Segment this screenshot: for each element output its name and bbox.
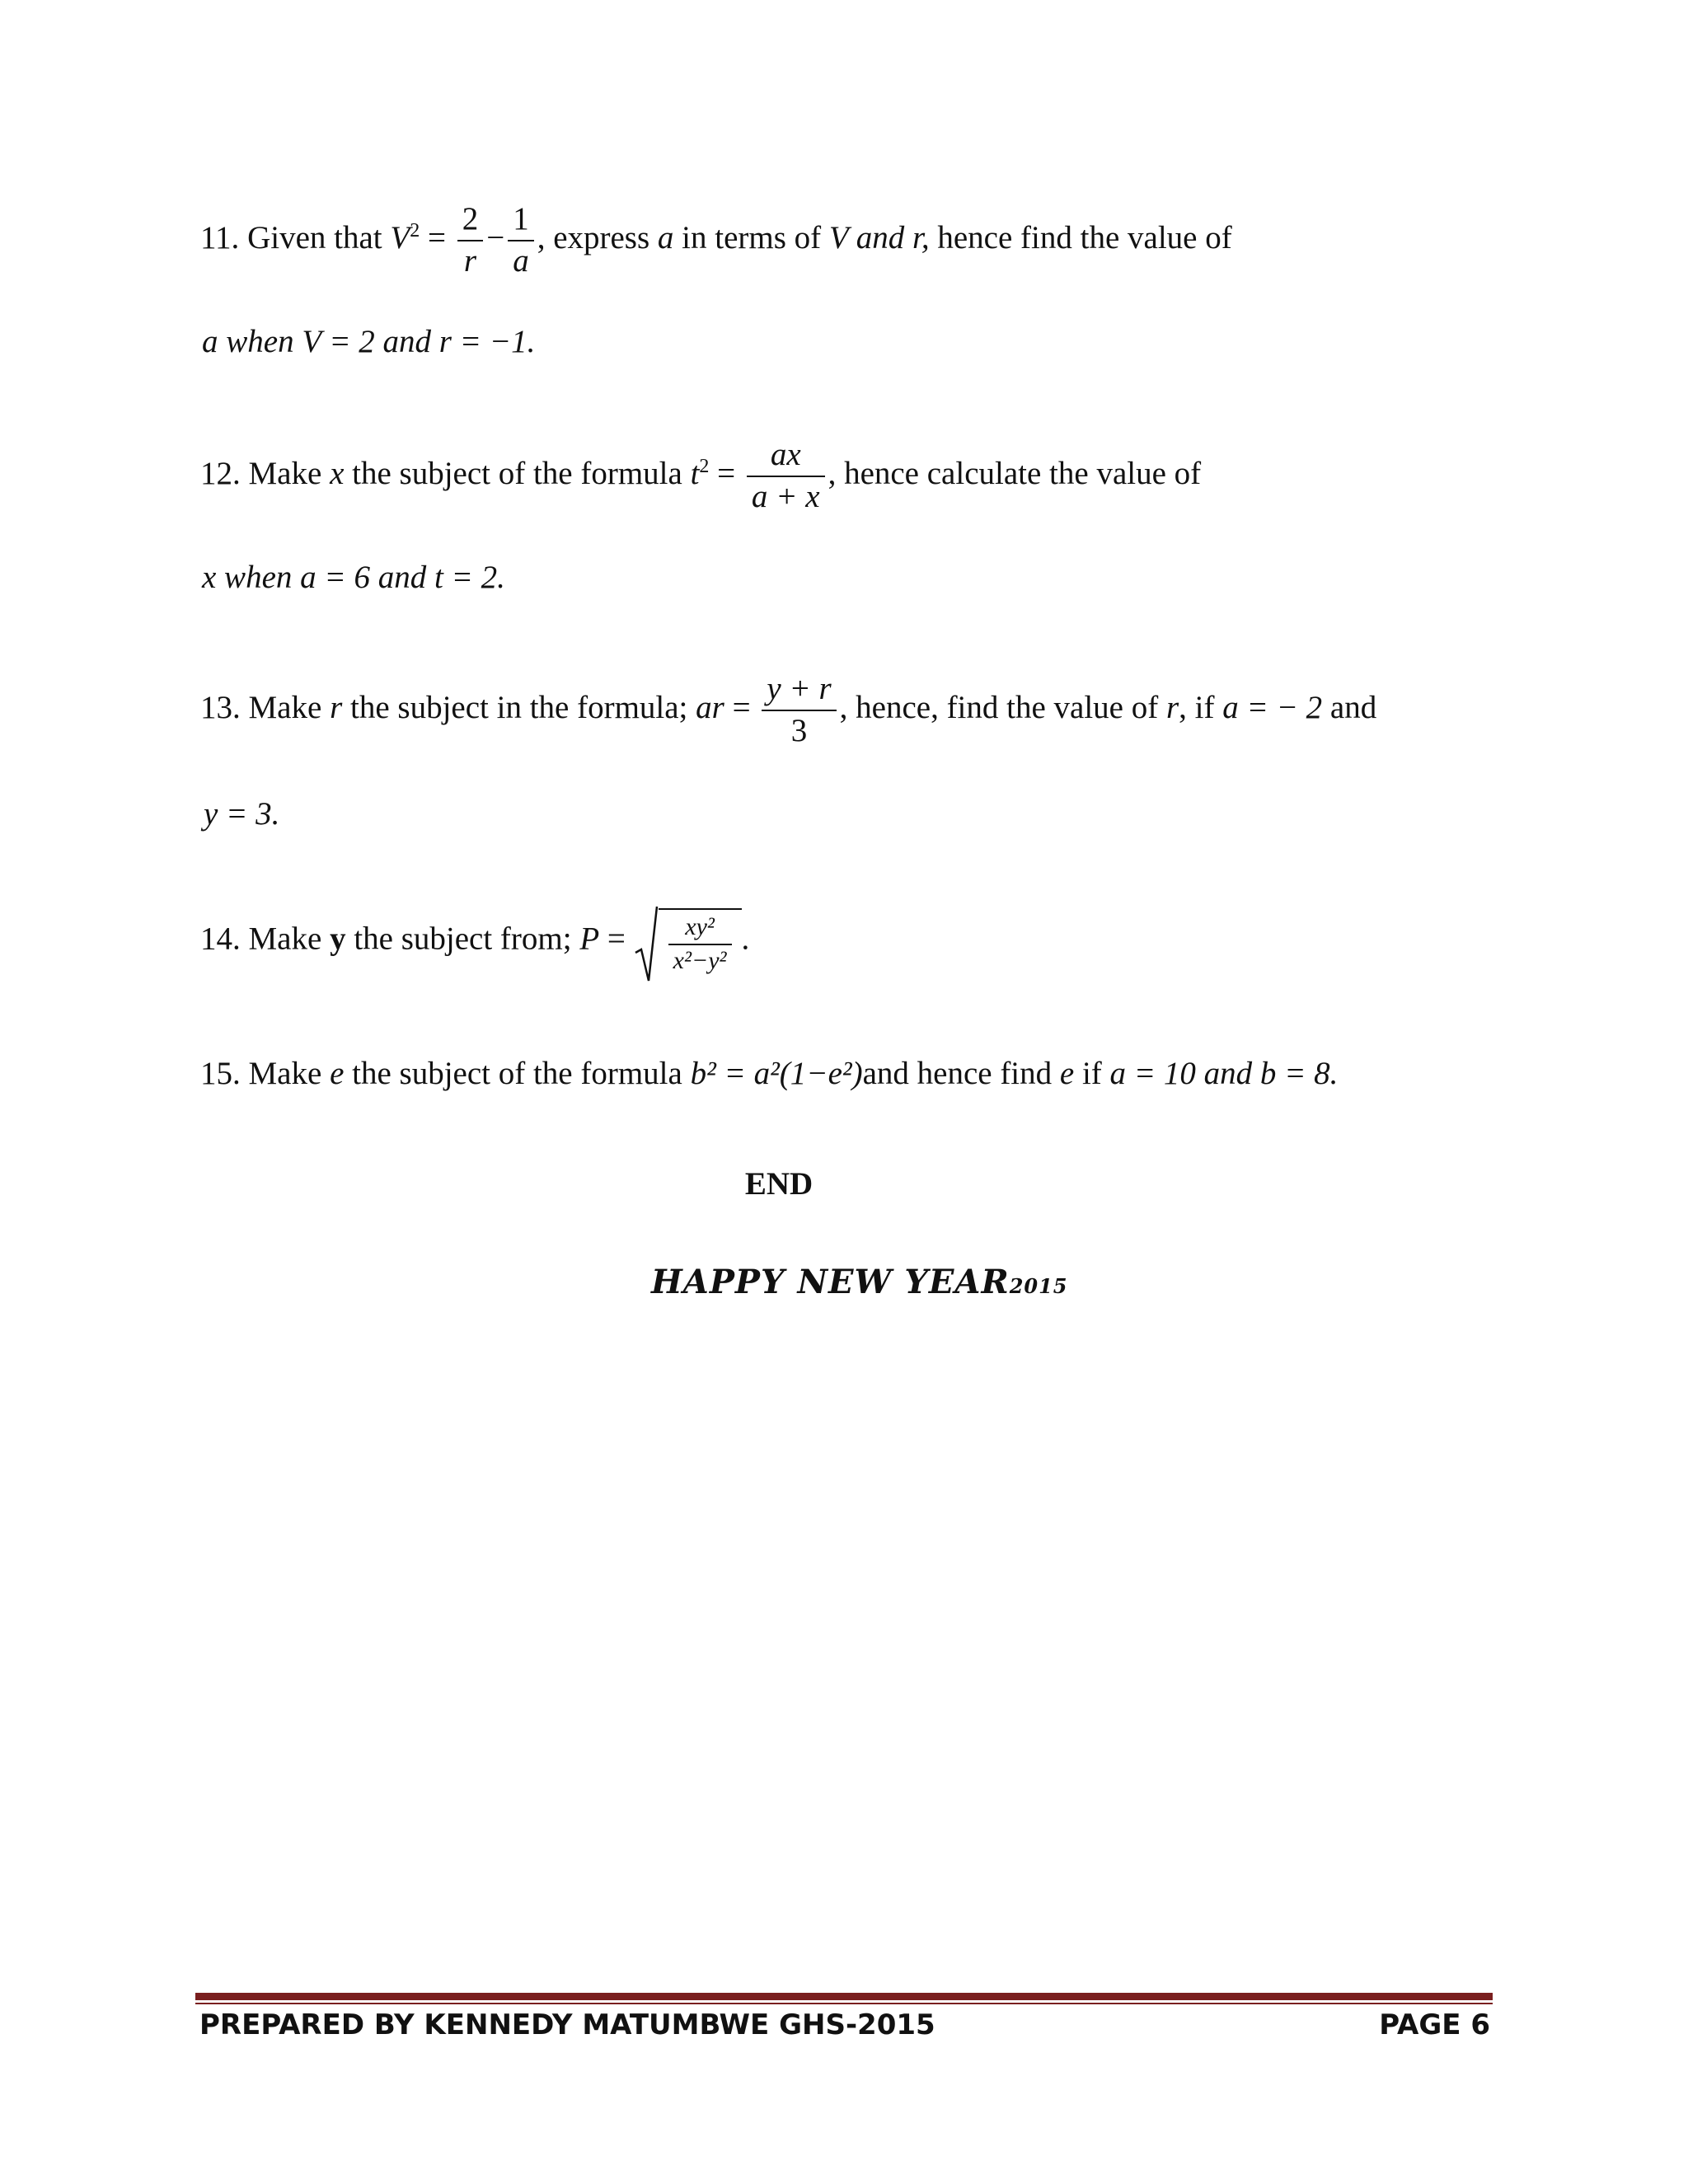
q12-num: ax bbox=[747, 437, 825, 477]
q15-text-c: if bbox=[1081, 1056, 1102, 1091]
q11-line-2: a when V = 2 and r = −1. bbox=[202, 324, 536, 359]
question-12 bbox=[200, 437, 1201, 516]
q14-number: 14. bbox=[200, 921, 241, 957]
q14-lhs: P bbox=[579, 921, 600, 957]
q13-eq: = bbox=[732, 689, 751, 725]
q11-f2-den: a bbox=[513, 242, 529, 279]
q11-var-a: a bbox=[657, 219, 674, 255]
q11-f1-den: r bbox=[463, 242, 477, 279]
q13-var2: r bbox=[1165, 689, 1179, 725]
q12-lhs: t bbox=[690, 455, 700, 491]
question-14 bbox=[200, 908, 749, 975]
q11-minus: − bbox=[486, 219, 505, 255]
question-13 bbox=[200, 671, 1376, 750]
q12-line-2: x when a = 6 and t = 2. bbox=[202, 560, 505, 595]
q13-intro: Make bbox=[248, 689, 322, 725]
q13-text-a: the subject in the formula; bbox=[350, 689, 688, 725]
q12-eq: = bbox=[717, 455, 736, 491]
footer-rule-thin bbox=[195, 2003, 1493, 2004]
greeting-year: 2015 bbox=[1009, 1274, 1068, 1298]
q11-text-b: in terms of bbox=[682, 219, 822, 255]
q11-lhs: V bbox=[390, 219, 410, 255]
q15-formula: b² = a²(1−e²) bbox=[690, 1056, 863, 1091]
q12-text-a: the subject of the formula bbox=[352, 455, 682, 491]
footer-page-number: PAGE 6 bbox=[1379, 2008, 1490, 2041]
q14-end: . bbox=[741, 921, 750, 957]
q11-f1-num: 2 bbox=[457, 201, 484, 241]
q14-var: y bbox=[330, 921, 346, 957]
q12-text-b: , hence calculate the value of bbox=[828, 455, 1202, 491]
q11-intro: Given that bbox=[247, 219, 382, 255]
footer-rule-thick bbox=[195, 1993, 1493, 2000]
q12-den: a + x bbox=[751, 478, 820, 514]
q14-sqrt bbox=[634, 908, 742, 975]
q11-eq: = bbox=[427, 219, 446, 255]
q14-num: xy² bbox=[668, 913, 732, 945]
q14-den: x²−y² bbox=[673, 946, 727, 974]
q15-var2: e bbox=[1059, 1056, 1075, 1091]
q14-fraction bbox=[668, 913, 732, 975]
q15-text-b: and hence find bbox=[862, 1056, 1053, 1091]
q15-text-a: the subject of the formula bbox=[352, 1056, 682, 1091]
question-15 bbox=[200, 1055, 1338, 1092]
footer-author: PREPARED BY KENNEDY MATUMBWE GHS-2015 bbox=[199, 2008, 935, 2041]
greeting-text: HAPPY NEW YEAR bbox=[651, 1263, 1010, 1301]
q14-intro: Make bbox=[248, 921, 322, 957]
q15-var: e bbox=[330, 1056, 345, 1091]
radical-sign-icon bbox=[634, 905, 659, 984]
q13-lhs: ar bbox=[696, 689, 724, 725]
q14-eq: = bbox=[607, 921, 626, 957]
q13-num: y + r bbox=[762, 671, 836, 711]
q11-expr: V and r, bbox=[828, 219, 930, 255]
q11-fraction-2 bbox=[508, 201, 534, 280]
q11-text-c: hence find the value of bbox=[937, 219, 1232, 255]
greeting bbox=[651, 1263, 1067, 1301]
q11-f2-num: 1 bbox=[508, 201, 534, 241]
q12-var: x bbox=[330, 455, 345, 491]
q13-text-d: and bbox=[1329, 689, 1377, 725]
q13-line-2: y = 3. bbox=[204, 796, 280, 832]
q11-text-a: , express bbox=[537, 219, 650, 255]
q13-cond: a = − 2 bbox=[1222, 689, 1323, 725]
question-11 bbox=[200, 201, 1232, 280]
q12-intro: Make bbox=[248, 455, 322, 491]
q13-text-b: , hence, find the value of bbox=[839, 689, 1159, 725]
q11-lhs-sup: 2 bbox=[410, 219, 420, 241]
q13-number: 13. bbox=[200, 689, 241, 725]
q12-fraction bbox=[747, 437, 825, 516]
end-label: END bbox=[744, 1166, 814, 1202]
q15-number: 15. bbox=[200, 1056, 241, 1091]
q13-text-c: , if bbox=[1179, 689, 1215, 725]
q13-var: r bbox=[330, 689, 343, 725]
q15-cond: a = 10 and b = 8. bbox=[1109, 1056, 1339, 1091]
q13-fraction bbox=[762, 671, 836, 750]
q11-fraction-1 bbox=[457, 201, 484, 280]
q11-number: 11. bbox=[200, 219, 240, 255]
q13-den: 3 bbox=[790, 712, 808, 748]
q15-intro: Make bbox=[248, 1056, 322, 1091]
q12-number: 12. bbox=[200, 455, 241, 491]
q12-lhs-sup: 2 bbox=[699, 455, 710, 477]
q14-text-a: the subject from; bbox=[354, 921, 572, 957]
